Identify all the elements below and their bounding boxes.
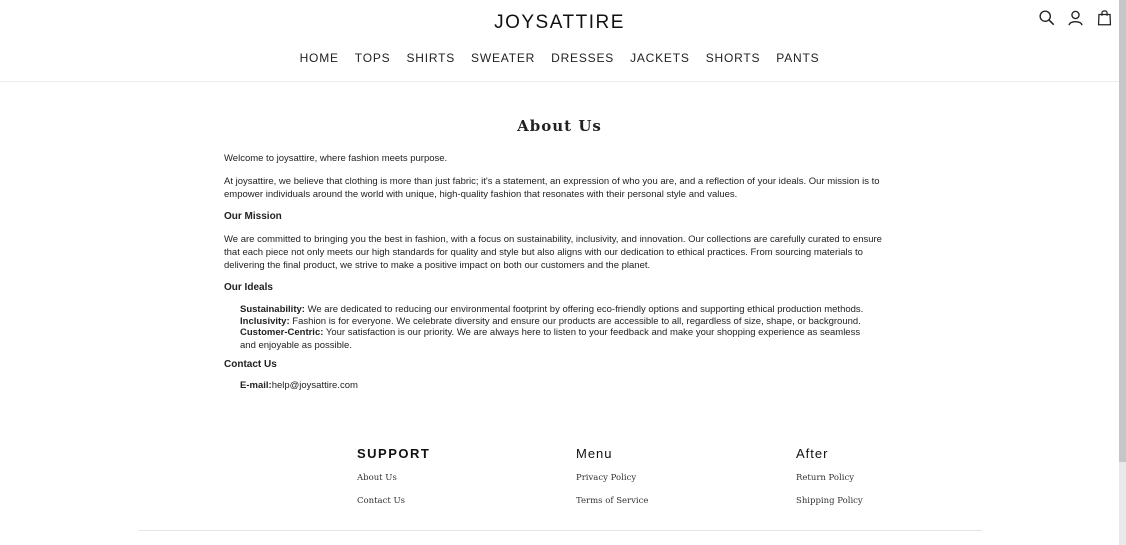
nav-pants[interactable]: PANTS (776, 51, 820, 65)
footer-heading: SUPPORT (357, 446, 431, 461)
main-nav (0, 51, 1119, 65)
ideal-customer-centric (240, 326, 870, 352)
footer-link-shipping-policy[interactable]: Shipping Policy (796, 496, 863, 506)
footer-link-return-policy[interactable]: Return Policy (796, 473, 855, 483)
email-label: E-mail: (240, 380, 272, 391)
search-icon[interactable] (1038, 9, 1055, 26)
footer-menu (576, 446, 648, 519)
intro-text: At joysattire, we believe that clothing is more than just fabric; it's a statement, an expression of who you are, and a reflection of your ideals. Our mission is to empower individuals around the world with unique, high-quality fashion that resonates with their personal style and values. (224, 176, 880, 200)
nav-tops[interactable]: TOPS (354, 51, 391, 65)
footer-link-terms-of-service[interactable]: Terms of Service (576, 496, 649, 506)
ideal-label: Sustainability: (240, 304, 305, 315)
footer-link-privacy-policy[interactable]: Privacy Policy (576, 473, 637, 483)
user-icon[interactable] (1067, 9, 1084, 26)
contact-heading: Contact Us (224, 359, 277, 370)
footer-heading: Menu (576, 446, 613, 461)
brand-logo[interactable]: JOYSATTIRE (494, 12, 625, 33)
mission-text: We are committed to bringing you the best in fashion, with a focus on sustainability, inclusivity, and innovation. Our collections are carefully curated to ensure that each piece not only meets our high standards for quality and style but also aligns with our dedication to ethical practices. From sourcing materials to delivering the final product, we strive to make a positive impact on both our customers and the planet. (224, 234, 882, 271)
footer-support (357, 446, 430, 519)
welcome-text: Welcome to joysattire, where fashion meets purpose. (224, 153, 448, 164)
ideal-label: Inclusivity: (240, 316, 290, 327)
ideal-label: Customer-Centric: (240, 327, 324, 338)
ideals-heading: Our Ideals (224, 282, 273, 293)
footer-divider (139, 530, 982, 531)
email-address[interactable]: help@joysattire.com (271, 380, 358, 391)
footer-heading: After (796, 446, 829, 461)
ideal-text: Fashion is for everyone. We celebrate diversity and ensure our products are accessible to all, regardless of size, shape, or background. (289, 316, 861, 327)
footer-link-contact-us[interactable]: Contact Us (357, 496, 405, 506)
footer-after (796, 446, 863, 519)
scrollbar-thumb[interactable] (1119, 0, 1126, 462)
nav-dresses[interactable]: DRESSES (551, 51, 615, 65)
nav-home[interactable]: HOME (299, 51, 339, 65)
site-header (0, 0, 1119, 82)
page-title: About Us (517, 117, 602, 135)
nav-jackets[interactable]: JACKETS (630, 51, 690, 65)
nav-sweater[interactable]: SWEATER (471, 51, 536, 65)
mission-heading: Our Mission (224, 211, 282, 222)
ideal-text: Your satisfaction is our priority. We are always here to listen to your feedback and make your shopping experience as seamless and enjoyable as possible. (240, 327, 861, 351)
shopping-bag-icon[interactable] (1096, 9, 1113, 26)
contact-email (240, 379, 358, 392)
footer-link-about-us[interactable]: About Us (357, 473, 397, 483)
ideal-text: We are dedicated to reducing our environmental footprint by offering eco-friendly options and supporting ethical production methods. (304, 304, 864, 315)
nav-shorts[interactable]: SHORTS (705, 51, 761, 65)
scrollbar[interactable] (1119, 0, 1126, 545)
nav-shirts[interactable]: SHIRTS (406, 51, 456, 65)
header-icons (1038, 9, 1113, 26)
